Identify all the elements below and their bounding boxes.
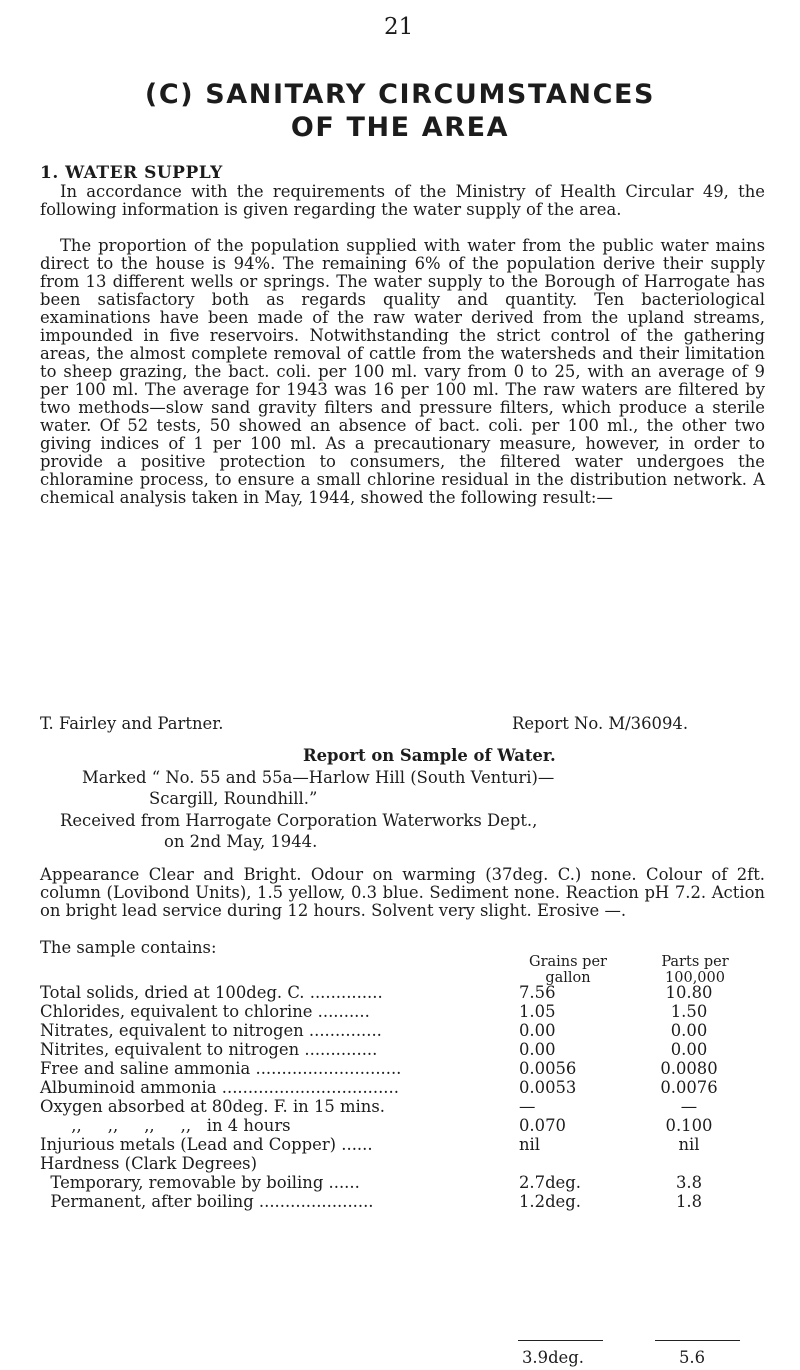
row-value-grains: 0.00 bbox=[519, 1021, 556, 1040]
row-label: ,, ,, ,, ,, in 4 hours bbox=[40, 1116, 291, 1135]
received-line-2: on 2nd May, 1944. bbox=[164, 832, 318, 851]
row-value-parts: nil bbox=[678, 1135, 700, 1154]
row-value-grains: 1.05 bbox=[519, 1002, 556, 1021]
table-row bbox=[40, 1192, 739, 1211]
row-value-grains: nil bbox=[519, 1135, 541, 1154]
column-header-grains: Grains per gallon bbox=[529, 954, 607, 986]
analysis-table bbox=[40, 983, 739, 1211]
analysis-table-body bbox=[40, 983, 739, 1211]
marked-line-2: Scargill, Roundhill.” bbox=[149, 789, 318, 808]
appearance-paragraph: Appearance Clear and Bright. Odour on warming (37deg. C.) none. Colour of 2ft. column (Lovibond Units), 1.5 yellow, 0.3 blue. Sediment none. Reaction pH 7.2. Action on bright lead service during 12 hours. Solvent very slight. Erosive —. bbox=[40, 865, 765, 920]
table-row bbox=[40, 1097, 739, 1116]
page-number: 21 bbox=[384, 14, 414, 40]
sample-contains-label: The sample contains: bbox=[40, 938, 217, 957]
row-label: Total solids, dried at 100deg. C. .............. bbox=[40, 983, 383, 1002]
table-row bbox=[40, 1173, 739, 1192]
total-rule-parts bbox=[655, 1340, 740, 1341]
table-row bbox=[40, 1116, 739, 1135]
row-label: Albuminoid ammonia .................................. bbox=[40, 1078, 399, 1097]
table-row bbox=[40, 1021, 739, 1040]
received-line-1: Received from Harrogate Corporation Waterworks Dept., bbox=[60, 811, 538, 830]
table-row bbox=[40, 983, 739, 1002]
row-label: Nitrites, equivalent to nitrogen .............. bbox=[40, 1040, 378, 1059]
section-heading-line2: OF THE AREA bbox=[290, 112, 510, 143]
row-value-parts: 0.0076 bbox=[660, 1078, 718, 1097]
total-rule-grains bbox=[518, 1340, 603, 1341]
row-value-grains: 0.0056 bbox=[519, 1059, 577, 1078]
row-value-parts: 0.0080 bbox=[660, 1059, 718, 1078]
table-row bbox=[40, 1002, 739, 1021]
report-number: Report No. M/36094. bbox=[512, 714, 689, 733]
row-value-parts: 0.00 bbox=[670, 1021, 708, 1040]
table-row bbox=[40, 1040, 739, 1059]
row-value-parts: 3.8 bbox=[675, 1173, 703, 1192]
column-header-parts: Parts per 100,000 bbox=[661, 954, 729, 986]
row-value-grains: 2.7deg. bbox=[519, 1173, 581, 1192]
row-value-parts bbox=[639, 1154, 739, 1173]
total-grains: 3.9deg. bbox=[522, 1348, 584, 1367]
row-label: Hardness (Clark Degrees) bbox=[40, 1154, 257, 1173]
row-value-parts: 0.00 bbox=[670, 1040, 708, 1059]
row-label: Permanent, after boiling ...................... bbox=[40, 1192, 374, 1211]
total-parts: 5.6 bbox=[679, 1348, 706, 1367]
row-label: Oxygen absorbed at 80deg. F. in 15 mins. bbox=[40, 1097, 385, 1116]
water-supply-paragraph: The proportion of the population supplied with water from the public water mains direct to the house is 94%. The remaining 6% of the population derive their supply from 13 different wells or springs. The water supply to the Borough of Harrogate has been satisfactory both as regards quality and quantity. Ten bacteriological examinations have been made of the raw water derived from the upland streams, impounded in five reservoirs. Notwithstanding the strict control of the gathering areas, the almost complete removal of cattle from the watersheds and their limitation to sheep grazing, the bact. coli. per 100 ml. vary from 0 to 25, with an average of 9 per 100 ml. The average for 1943 was 16 per 100 ml. The raw waters are filtered by two methods—slow sand gravity filters and pressure filters, which produce a sterile water. Of 52 tests, 50 showed an absence of bact. coli. per 100 ml., the other two giving indices of 1 per 100 ml. As a precautionary measure, however, in order to provide a positive protection to consumers, the filtered water undergoes the chloramine process, to ensure a small chlorine residual in the distribution network. A chemical analysis taken in May, 1944, showed the following result:— bbox=[40, 236, 765, 507]
table-row bbox=[40, 1078, 739, 1097]
row-label: Temporary, removable by boiling ...... bbox=[40, 1173, 360, 1192]
row-value-grains: 0.070 bbox=[519, 1116, 566, 1135]
row-label: Chlorides, equivalent to chlorine .......... bbox=[40, 1002, 370, 1021]
row-value-grains: 0.0053 bbox=[519, 1078, 577, 1097]
analyst-name: T. Fairley and Partner. bbox=[40, 714, 224, 733]
section-heading-line1: (C) SANITARY CIRCUMSTANCES bbox=[144, 79, 656, 110]
row-value-grains: 7.56 bbox=[519, 983, 556, 1002]
intro-paragraph: In accordance with the requirements of the Ministry of Health Circular 49, the following information is given regarding the water supply of the area. bbox=[40, 182, 765, 219]
section-title: 1. WATER SUPPLY bbox=[40, 163, 223, 183]
table-row bbox=[40, 1059, 739, 1078]
row-value-grains: 1.2deg. bbox=[519, 1192, 581, 1211]
row-value-grains bbox=[515, 1154, 639, 1173]
marked-line-1: Marked “ No. 55 and 55a—Harlow Hill (South Venturi)— bbox=[82, 768, 555, 787]
row-label: Nitrates, equivalent to nitrogen .............. bbox=[40, 1021, 382, 1040]
row-value-grains: 0.00 bbox=[519, 1040, 556, 1059]
row-value-parts: 1.8 bbox=[675, 1192, 703, 1211]
row-value-parts: — bbox=[680, 1097, 698, 1116]
row-label: Free and saline ammonia ............................ bbox=[40, 1059, 402, 1078]
row-value-parts: 0.100 bbox=[665, 1116, 713, 1135]
table-row bbox=[40, 1154, 739, 1173]
row-value-grains: — bbox=[519, 1097, 536, 1116]
row-label: Injurious metals (Lead and Copper) ...... bbox=[40, 1135, 373, 1154]
row-value-parts: 1.50 bbox=[670, 1002, 708, 1021]
row-value-parts: 10.80 bbox=[665, 983, 713, 1002]
report-heading: Report on Sample of Water. bbox=[303, 746, 556, 765]
table-row bbox=[40, 1135, 739, 1154]
